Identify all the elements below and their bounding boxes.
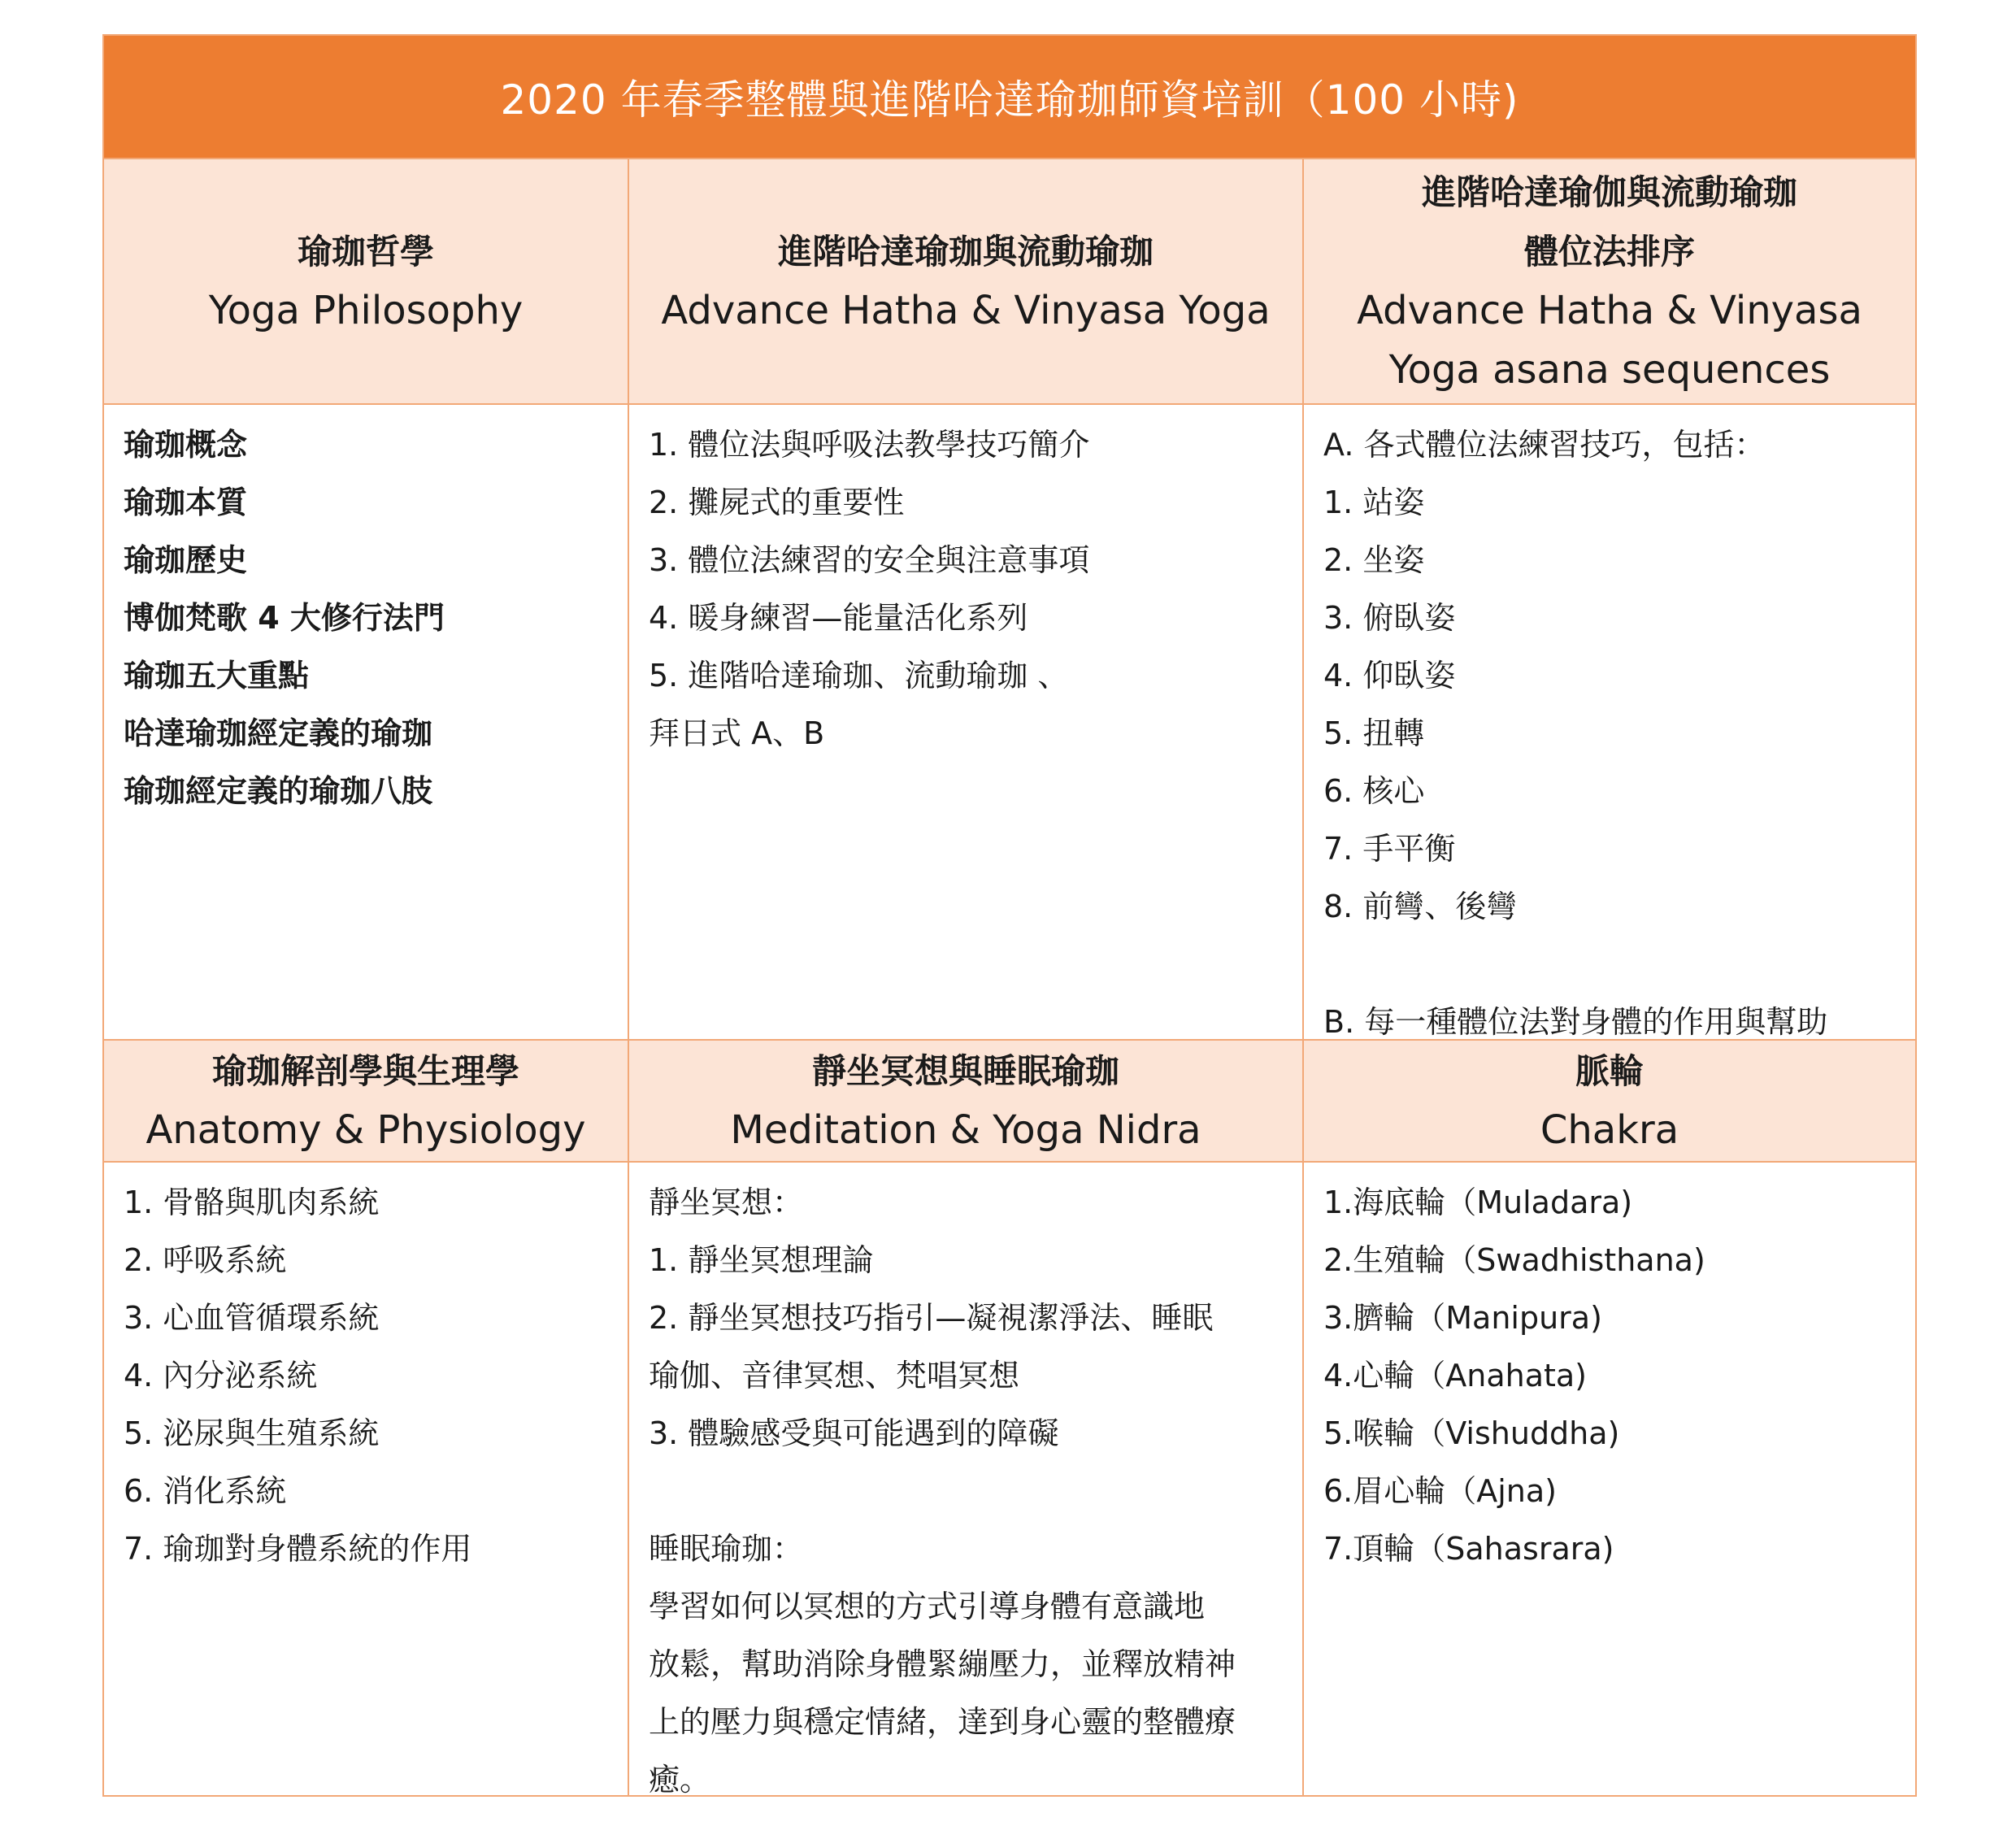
list-item: 2. 坐姿 xyxy=(1323,542,1425,578)
list-item: 3.臍輪（Manipura) xyxy=(1323,1300,1602,1336)
header-chakra xyxy=(1302,1041,1915,1161)
list-item: 3. 體位法練習的安全與注意事項 xyxy=(649,542,1090,578)
list-item: 4. 暖身練習—能量活化系列 xyxy=(649,600,1028,636)
list-item: 5.喉輪（Vishuddha) xyxy=(1323,1415,1620,1451)
meditation-heading: 靜坐冥想： xyxy=(649,1185,804,1220)
list-item: 5. 進階哈達瑜珈、流動瑜珈 、 xyxy=(649,658,1069,693)
list-item: 4.心輪（Anahata) xyxy=(1323,1358,1588,1393)
hatha-cell xyxy=(628,405,1302,1039)
spacer xyxy=(1323,936,1896,993)
header-advance-hatha xyxy=(628,159,1302,403)
list-item: 6. 消化系統 xyxy=(124,1473,287,1509)
sequences-intro: A. 各式體位法練習技巧，包括： xyxy=(1323,427,1766,463)
list-item: 瑜伽、音律冥想、梵唱冥想 xyxy=(649,1358,1020,1393)
list-item: 2. 靜坐冥想技巧指引—凝視潔淨法、睡眠 xyxy=(649,1300,1214,1336)
header-en: Chakra xyxy=(1540,1107,1679,1153)
list-item: 2. 呼吸系統 xyxy=(124,1242,287,1278)
list-item: 瑜珈歷史 xyxy=(124,542,248,578)
list-item: 7.頂輪（Sahasrara) xyxy=(1323,1531,1614,1567)
header-en: Meditation & Yoga Nidra xyxy=(730,1107,1201,1153)
list-item: 3. 俯臥姿 xyxy=(1323,600,1456,636)
header-meditation xyxy=(628,1041,1302,1161)
list-item: 拜日式 A、B xyxy=(649,715,825,751)
list-item: 4. 仰臥姿 xyxy=(1323,658,1456,693)
header-anatomy xyxy=(104,1041,628,1161)
header-zh: 瑜珈哲學 xyxy=(297,232,434,272)
header-en-line2: Yoga asana sequences xyxy=(1388,347,1831,393)
list-item: 5. 扭轉 xyxy=(1323,715,1425,751)
nidra-text-line: 上的壓力與穩定情緒，達到身心靈的整體療 xyxy=(649,1704,1236,1740)
list-item: 博伽梵歌 4 大修行法門 xyxy=(124,600,445,636)
list-item: 8. 前彎、後彎 xyxy=(1323,889,1518,924)
list-item: 3. 體驗感受與可能遇到的障礙 xyxy=(649,1415,1059,1451)
list-item: 4. 內分泌系統 xyxy=(124,1358,318,1393)
list-item: 1. 靜坐冥想理論 xyxy=(649,1242,874,1278)
list-item: 7. 瑜珈對身體系統的作用 xyxy=(124,1531,472,1567)
list-item: 6.眉心輪（Ajna) xyxy=(1323,1473,1558,1509)
list-item: 3. 心血管循環系統 xyxy=(124,1300,380,1336)
header-zh-line1: 進階哈達瑜伽與流動瑜珈 xyxy=(1421,172,1797,212)
table-title: 2020 年春季整體與進階哈達瑜珈師資培訓（100 小時) xyxy=(104,36,1915,158)
header-zh: 靜坐冥想與睡眠瑜珈 xyxy=(811,1051,1119,1091)
list-item: 1.海底輪（Muladara) xyxy=(1323,1185,1633,1220)
header-zh: 進階哈達瑜珈與流動瑜珈 xyxy=(777,232,1154,272)
header-en: Advance Hatha & Vinyasa Yoga xyxy=(661,288,1271,333)
nidra-text-line: 學習如何以冥想的方式引導身體有意識地 xyxy=(649,1589,1206,1624)
header-row-2 xyxy=(104,1039,1915,1161)
list-item: 瑜珈經定義的瑜珈八肢 xyxy=(124,773,433,809)
spacer xyxy=(649,1463,1283,1520)
meditation-cell xyxy=(628,1163,1302,1798)
nidra-text-line: 放鬆，幫助消除身體緊繃壓力，並釋放精神 xyxy=(649,1646,1236,1682)
list-item: 1. 骨骼與肌肉系統 xyxy=(124,1185,380,1220)
sequences-cell xyxy=(1302,405,1915,1039)
header-zh-line2: 體位法排序 xyxy=(1523,232,1695,272)
list-item: 瑜珈概念 xyxy=(124,427,248,463)
list-item: 哈達瑜珈經定義的瑜珈 xyxy=(124,715,433,751)
list-item: 2.生殖輪（Swadhisthana) xyxy=(1323,1242,1705,1278)
header-zh: 瑜珈解剖學與生理學 xyxy=(211,1051,519,1091)
nidra-text-line: 癒。 xyxy=(649,1762,711,1798)
chakra-cell xyxy=(1302,1163,1915,1795)
header-zh: 脈輪 xyxy=(1575,1051,1644,1091)
list-item: 5. 泌尿與生殖系統 xyxy=(124,1415,380,1451)
body-row-1 xyxy=(104,403,1915,1039)
header-en: Yoga Philosophy xyxy=(208,288,524,333)
list-item: 瑜珈本質 xyxy=(124,485,248,520)
list-item: 瑜珈五大重點 xyxy=(124,658,310,693)
list-item: 1. 體位法與呼吸法教學技巧簡介 xyxy=(649,427,1090,463)
body-row-2 xyxy=(104,1161,1915,1798)
header-asana-sequences xyxy=(1302,159,1915,403)
nidra-heading: 睡眠瑜珈： xyxy=(649,1531,804,1567)
philosophy-cell xyxy=(104,405,628,1039)
curriculum-table xyxy=(102,34,1917,1797)
header-yoga-philosophy xyxy=(104,159,628,403)
list-item: 7. 手平衡 xyxy=(1323,831,1456,867)
anatomy-cell xyxy=(104,1163,628,1795)
list-item: 2. 攤屍式的重要性 xyxy=(649,485,905,520)
sequences-outro: B. 每一種體位法對身體的作用與幫助 xyxy=(1323,1004,1828,1040)
header-row-1 xyxy=(104,158,1915,403)
header-en-line1: Advance Hatha & Vinyasa xyxy=(1357,288,1862,333)
list-item: 6. 核心 xyxy=(1323,773,1425,809)
list-item: 1. 站姿 xyxy=(1323,485,1425,520)
header-en: Anatomy & Physiology xyxy=(146,1107,586,1153)
